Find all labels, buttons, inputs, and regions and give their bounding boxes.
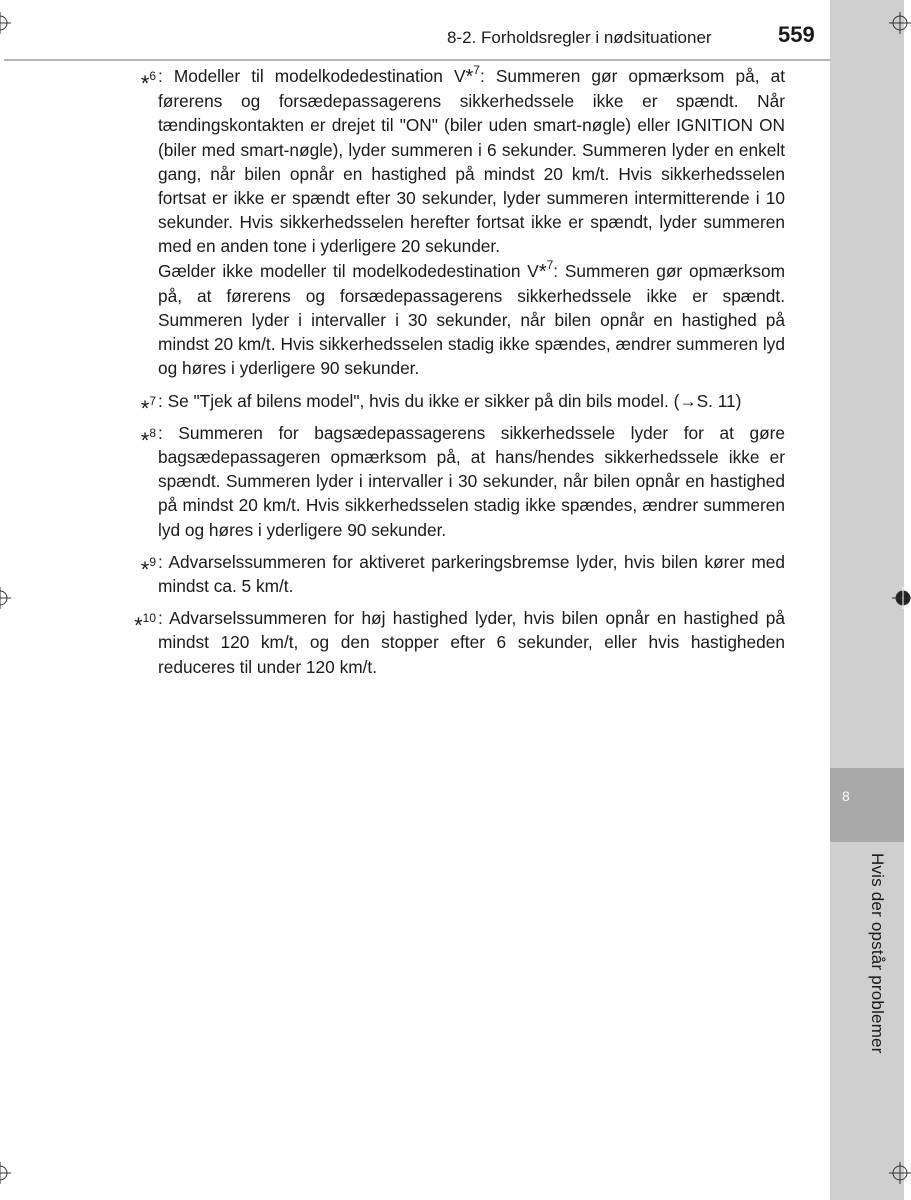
- crop-mark-icon: [0, 12, 11, 34]
- chapter-number: 8: [842, 788, 850, 804]
- footnote-text: : Se "Tjek af bilens model", hvis du ikke er sikker på din bils model. (→S. 11): [158, 390, 742, 411]
- footnote-paragraph: : Modeller til modelkodedestination V*$^7$: Summeren gør opmærksom på, at førerens og forsædepassagerens sikkerhedssele ikke er spændt. Når tændingskontakten er drejet til "ON" (biler uden smart-nøgle) eller IGNITION ON (biler med smart-nøgle), lyder summeren i 6 sekunder. Summeren lyder en enkelt gang, når bilen opnår en hastighed på mindst 20 km/t. Hvis sikkerhedsselen fortsat er ikke er spændt efter 30 sekunder, lyder summeren intermitterende i 10 sekunder. Hvis sikkerhedsselen herefter fortsat ikke er spændt, lyder summeren med en anden tone i yderligere 20 sekunder.: [158, 63, 785, 257]
- footnote-marker: *$^{10}$: [134, 611, 156, 639]
- footnote-marker: *$^7$: [140, 393, 156, 421]
- footnote-paragraph: Gælder ikke modeller til modelkodedestination V*$^7$: Summeren gør opmærksom på, at førerens og forsædepassagerens sikkerhedssele ikke er spændt. Summeren lyder i intervaller i 30 sekunder, når bilen opnår en hastighed på mindst 20 km/t. Hvis sikkerhedsselen stadig ikke spændes, ændrer summeren lyd og høres i yderligere 90 sekunder.: [158, 257, 785, 379]
- footnote-9: [0, 550, 830, 598]
- page-number: 559: [778, 22, 815, 47]
- footnote-text: : Advarselssummeren for høj hastighed lyder, hvis bilen opnår en hastighed på mindst 120 km/t, og den stopper efter 6 sekunder, eller hvis hastigheden reduceres til under 120 km/t.: [158, 608, 785, 677]
- footnote-8: [0, 421, 830, 542]
- header-divider: [4, 59, 830, 61]
- chapter-title: Hvis der opstår problemer: [868, 853, 887, 1054]
- crop-mark-icon: [892, 587, 911, 609]
- footnote-text: : Summeren for bagsædepassagerens sikkerhedssele lyder for at gøre bagsædepassageren opmærksom på, at hans/hendes sikkerhedssele ikke er spændt. Summeren lyder i intervaller i 30 sekunder, når bilen opnår en hastighed på mindst 20 km/t. Hvis sikkerhedsselen stadig ikke spændes, ændrer summeren lyd og høres i yderligere 90 sekunder.: [158, 422, 785, 540]
- crop-mark-icon: [0, 1162, 11, 1184]
- footnote-7: [0, 389, 830, 421]
- footnote-marker: *$^6$: [140, 69, 156, 96]
- footnote-6: [0, 64, 830, 381]
- crop-mark-icon: [889, 1162, 911, 1184]
- section-header: 8-2. Forholdsregler i nødsituationer: [447, 28, 712, 47]
- footnote-text: : Advarselssummeren for aktiveret parkeringsbremse lyder, hvis bilen kører med mindst ca. 5 km/t.: [158, 551, 785, 597]
- footnote-10: [0, 606, 830, 679]
- footnote-list: [0, 64, 830, 687]
- crop-mark-icon: [889, 12, 911, 34]
- chapter-number-box: [830, 768, 904, 842]
- footnote-marker: *$^8$: [140, 425, 156, 453]
- footnote-marker: *$^9$: [140, 554, 156, 582]
